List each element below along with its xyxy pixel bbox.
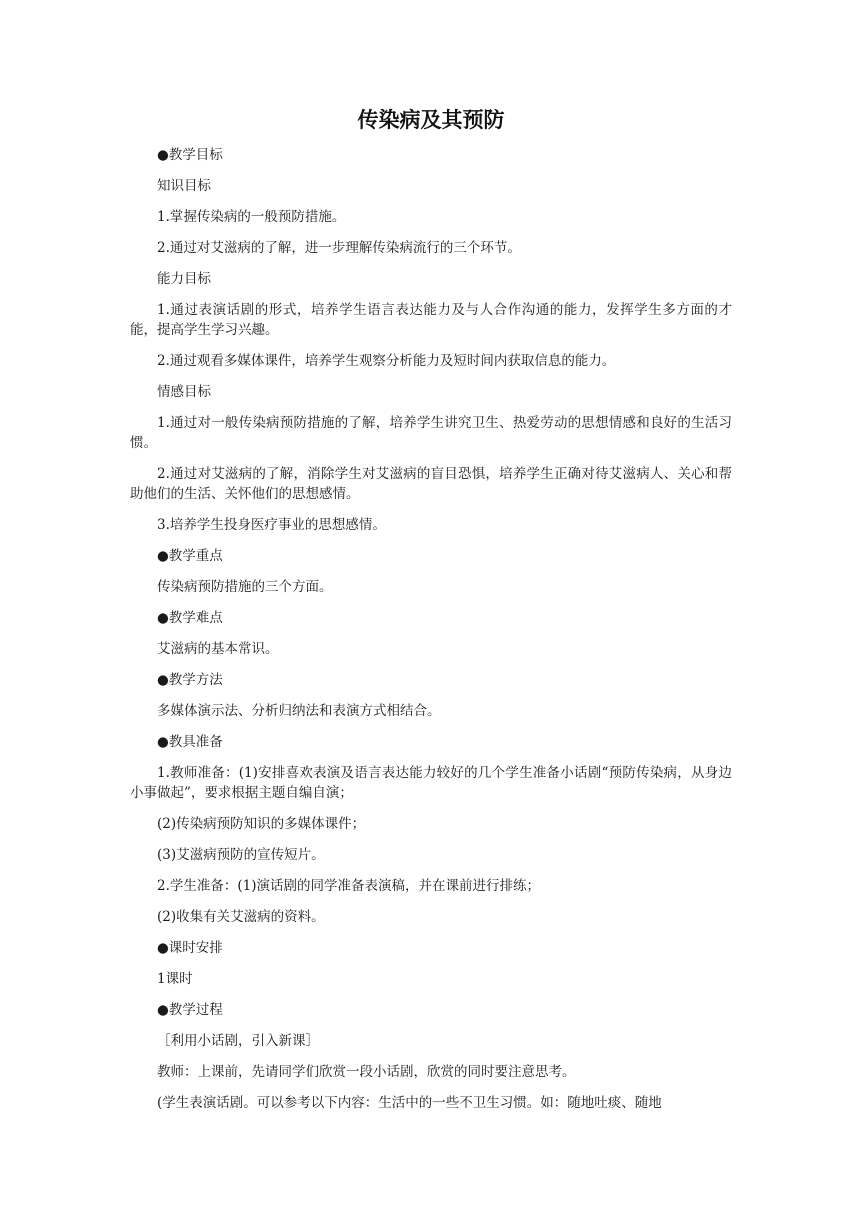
subheading-knowledge: 知识目标 [157, 178, 211, 194]
paragraph: 教师：上课前，先请同学们欣赏一段小话剧，欣赏的同时要注意思考。 [157, 1064, 576, 1080]
paragraph: 3.培养学生投身医疗事业的思想感情。 [157, 517, 386, 533]
subheading-emotion: 情感目标 [157, 384, 211, 400]
paragraph: 2.学生准备：(1)演话剧的同学准备表演稿，并在课前进行排练； [157, 878, 541, 894]
paragraph: 1.教师准备：(1)安排喜欢表演及语言表达能力较好的几个学生准备小话剧“预防传染病，从身边小事做起”，要求根据主题自编自演； [130, 765, 732, 801]
paragraph: ［利用小话剧，引入新课］ [157, 1033, 319, 1049]
subheading-ability: 能力目标 [157, 271, 211, 287]
paragraph: (学生表演话剧。可以参考以下内容：生活中的一些不卫生习惯。如：随地吐痰、随地 [157, 1095, 662, 1111]
section-heading-key-points: ●教学重点 [157, 548, 223, 564]
section-heading-process: ●教学过程 [157, 1002, 223, 1018]
paragraph: 2.通过对艾滋病的了解，进一步理解传染病流行的三个环节。 [157, 240, 521, 256]
document-title: 传染病及其预防 [357, 108, 505, 132]
paragraph: 2.通过对艾滋病的了解，消除学生对艾滋病的盲目恐惧，培养学生正确对待艾滋病人、关心和帮助他们的生活、关怀他们的思想感情。 [130, 466, 732, 502]
paragraph: 1.通过表演话剧的形式，培养学生语言表达能力及与人合作沟通的能力，发挥学生多方面的才能，提高学生学习兴趣。 [130, 302, 732, 338]
section-heading-methods: ●教学方法 [157, 672, 223, 688]
paragraph: (3)艾滋病预防的宣传短片。 [157, 847, 325, 863]
paragraph: 多媒体演示法、分析归纳法和表演方式相结合。 [157, 703, 441, 719]
paragraph: 传染病预防措施的三个方面。 [157, 579, 333, 595]
paragraph: 2.通过观看多媒体课件，培养学生观察分析能力及短时间内获取信息的能力。 [157, 353, 616, 369]
section-heading-objectives: ●教学目标 [157, 147, 223, 163]
section-heading-difficulties: ●教学难点 [157, 610, 223, 626]
paragraph: 1课时 [157, 971, 193, 987]
paragraph: 艾滋病的基本常识。 [157, 641, 279, 657]
section-heading-schedule: ●课时安排 [157, 940, 223, 956]
section-heading-preparation: ●教具准备 [157, 734, 223, 750]
document-body [130, 145, 732, 1124]
paragraph: (2)传染病预防知识的多媒体课件； [157, 816, 366, 832]
paragraph: 1.通过对一般传染病预防措施的了解，培养学生讲究卫生、热爱劳动的思想情感和良好的生活习惯。 [130, 415, 732, 451]
paragraph: (2)收集有关艾滋病的资料。 [157, 909, 325, 925]
paragraph: 1.掌握传染病的一般预防措施。 [157, 209, 346, 225]
